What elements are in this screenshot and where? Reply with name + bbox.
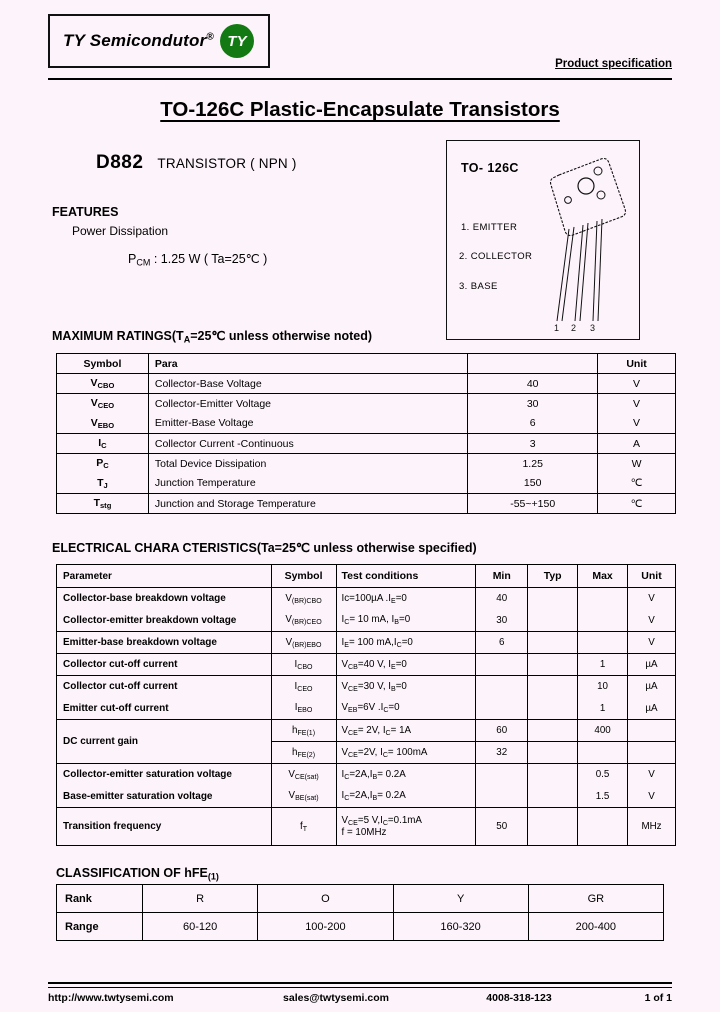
footer-email-link[interactable]: sales@twtysemi.com bbox=[283, 992, 389, 1004]
ec-symbol: $V_{BE(sat)}$ bbox=[271, 786, 336, 808]
ec-max: 10 bbox=[578, 676, 628, 698]
ec-parameter: Base-emitter saturation voltage bbox=[57, 786, 272, 808]
mr-value: 40 bbox=[468, 374, 598, 394]
mr-value: 30 bbox=[468, 394, 598, 414]
company-logo-box bbox=[48, 14, 270, 68]
table-row bbox=[57, 474, 676, 494]
electrical-characteristics-heading: ELECTRICAL CHARA CTERISTICS(Ta=25℃ unless otherwise specified) bbox=[52, 541, 477, 555]
table-row bbox=[57, 913, 664, 941]
table-row bbox=[57, 764, 676, 786]
ec-unit bbox=[628, 720, 676, 742]
cl-rank-gr: GR bbox=[528, 885, 663, 913]
cl-range-label: Range bbox=[57, 913, 143, 941]
ec-test-condition: $V_{CE}=2V$, $I_C= 100mA$ bbox=[336, 742, 476, 764]
ec-typ bbox=[528, 632, 578, 654]
ec-typ bbox=[528, 808, 578, 846]
pd-value-text: : 1.25 W ( Ta=25℃ ) bbox=[153, 252, 268, 266]
table-row bbox=[57, 786, 676, 808]
ec-typ bbox=[528, 720, 578, 742]
cl-range-gr: 200-400 bbox=[528, 913, 663, 941]
mr-unit: ℃ bbox=[598, 474, 676, 494]
transistor-package-drawing bbox=[543, 153, 629, 333]
cl-rank-y: Y bbox=[393, 885, 528, 913]
ec-max bbox=[578, 588, 628, 610]
ec-min bbox=[476, 786, 528, 808]
table-row bbox=[57, 720, 676, 742]
page-title: TO-126C Plastic-Encapsulate Transistors bbox=[160, 98, 560, 121]
footer-page-number: 1 of 1 bbox=[644, 992, 672, 1004]
pd-symbol: P bbox=[128, 252, 137, 266]
table-row bbox=[57, 494, 676, 514]
ec-test-condition-line2: f = 10MHz bbox=[341, 826, 387, 838]
ec-test-condition: $I_C=2A,I_B= 0.2A$ bbox=[336, 786, 476, 808]
ec-test-condition: $I_E= 100$ $mA,I_C=0$ bbox=[336, 632, 476, 654]
table-row bbox=[57, 676, 676, 698]
mr-col-para: Para bbox=[148, 354, 467, 374]
ec-parameter: Transition frequency bbox=[57, 808, 272, 846]
mr-symbol: $I_C$ bbox=[57, 434, 149, 454]
ec-unit: V bbox=[628, 588, 676, 610]
table-row bbox=[57, 394, 676, 414]
ec-col-test-conditions: Test conditions bbox=[336, 565, 476, 588]
maximum-ratings-table bbox=[56, 353, 676, 514]
pin-label-base: 3. BASE bbox=[459, 281, 498, 292]
hfe-classification-table bbox=[56, 884, 664, 941]
ec-unit: µA bbox=[628, 676, 676, 698]
table-row bbox=[57, 808, 676, 846]
ec-test-condition: $I_C= 10$ mA, $I_B=0$ bbox=[336, 610, 476, 632]
ec-test-condition: $V_{CE}= 2V$, $I_C= 1A$ bbox=[336, 720, 476, 742]
mr-param: Collector-Emitter Voltage bbox=[148, 394, 467, 414]
features-heading: FEATURES bbox=[52, 205, 119, 219]
table-row bbox=[57, 588, 676, 610]
table-row bbox=[57, 414, 676, 434]
mr-value: 3 bbox=[468, 434, 598, 454]
ec-parameter: Collector cut-off current bbox=[57, 654, 272, 676]
ec-max: 0.5 bbox=[578, 764, 628, 786]
mr-col-symbol: Symbol bbox=[57, 354, 149, 374]
table-header-row bbox=[57, 565, 676, 588]
ec-test-condition-line1: $V_{CE}=5$ $V,I_C=0.1mA$ bbox=[341, 815, 422, 827]
ec-test-condition: $V_{CE}=30$ V, $I_B=0$ bbox=[336, 676, 476, 698]
ec-parameter: Collector cut-off current bbox=[57, 676, 272, 698]
cl-heading-pre: CLASSIFICATION OF hFE bbox=[56, 866, 208, 880]
mr-col-unit: Unit bbox=[598, 354, 676, 374]
table-row bbox=[57, 610, 676, 632]
ec-min: 50 bbox=[476, 808, 528, 846]
pin-number-3: 3 bbox=[590, 323, 596, 333]
maximum-ratings-heading bbox=[52, 328, 372, 344]
ec-unit: V bbox=[628, 610, 676, 632]
mr-unit: W bbox=[598, 454, 676, 474]
mr-symbol: $V_{CBO}$ bbox=[57, 374, 149, 394]
header-divider bbox=[48, 78, 672, 80]
part-description: TRANSISTOR ( NPN ) bbox=[157, 156, 297, 171]
mr-symbol: $P_C$ bbox=[57, 454, 149, 474]
package-outline-box bbox=[446, 140, 640, 340]
ec-parameter: Emitter cut-off current bbox=[57, 698, 272, 720]
ec-unit bbox=[628, 742, 676, 764]
mr-unit: V bbox=[598, 414, 676, 434]
mr-heading-pre: MAXIMUM RATINGS(T bbox=[52, 329, 184, 343]
ec-col-typ: Typ bbox=[528, 565, 578, 588]
table-row bbox=[57, 454, 676, 474]
mr-symbol: $T_{stg}$ bbox=[57, 494, 149, 514]
ec-max bbox=[578, 610, 628, 632]
ec-symbol: $I_{CBO}$ bbox=[271, 654, 336, 676]
mr-value: -55~+150 bbox=[468, 494, 598, 514]
ec-parameter: Collector-emitter saturation voltage bbox=[57, 764, 272, 786]
cl-heading-sub: (1) bbox=[207, 871, 219, 882]
mr-param: Junction and Storage Temperature bbox=[148, 494, 467, 514]
ec-max: 1.5 bbox=[578, 786, 628, 808]
mr-param: Emitter-Base Voltage bbox=[148, 414, 467, 434]
ec-typ bbox=[528, 610, 578, 632]
ec-min bbox=[476, 698, 528, 720]
ec-min: 6 bbox=[476, 632, 528, 654]
ec-min: 40 bbox=[476, 588, 528, 610]
mr-value: 150 bbox=[468, 474, 598, 494]
ec-symbol: $V_{(BR)EBO}$ bbox=[271, 632, 336, 654]
footer-website-link[interactable]: http://www.twtysemi.com bbox=[48, 992, 174, 1004]
ec-max: 1 bbox=[578, 654, 628, 676]
ec-symbol: $V_{(BR)CEO}$ bbox=[271, 610, 336, 632]
ec-parameter: Collector-base breakdown voltage bbox=[57, 588, 272, 610]
ec-max bbox=[578, 742, 628, 764]
pin-number-1: 1 bbox=[554, 323, 560, 333]
ec-symbol: $I_{EBO}$ bbox=[271, 698, 336, 720]
features-power-dissipation-label: Power Dissipation bbox=[72, 224, 169, 238]
ec-symbol: $I_{CEO}$ bbox=[271, 676, 336, 698]
mr-value: 1.25 bbox=[468, 454, 598, 474]
mr-param: Collector Current -Continuous bbox=[148, 434, 467, 454]
mr-param: Collector-Base Voltage bbox=[148, 374, 467, 394]
cl-rank-label: Rank bbox=[57, 885, 143, 913]
ec-test-condition bbox=[336, 808, 476, 846]
mr-symbol: $V_{CEO}$ bbox=[57, 394, 149, 414]
table-row bbox=[57, 374, 676, 394]
pin-number-2: 2 bbox=[571, 323, 577, 333]
ec-max: 400 bbox=[578, 720, 628, 742]
ec-unit: V bbox=[628, 786, 676, 808]
cl-rank-o: O bbox=[258, 885, 393, 913]
ec-parameter: DC current gain bbox=[57, 720, 272, 764]
ec-unit: µA bbox=[628, 698, 676, 720]
ec-min: 32 bbox=[476, 742, 528, 764]
package-type-label: TO- 126C bbox=[461, 161, 519, 175]
ec-unit: V bbox=[628, 764, 676, 786]
table-row bbox=[57, 632, 676, 654]
cl-range-r: 60-120 bbox=[143, 913, 258, 941]
ec-typ bbox=[528, 588, 578, 610]
ec-max bbox=[578, 632, 628, 654]
ec-col-min: Min bbox=[476, 565, 528, 588]
ec-symbol: $h_{FE(1)}$ bbox=[271, 720, 336, 742]
pd-subscript: CM bbox=[136, 257, 151, 268]
ec-symbol: $V_{CE(sat)}$ bbox=[271, 764, 336, 786]
table-row bbox=[57, 885, 664, 913]
ec-test-condition: Ic=100µA $.I_E=0$ bbox=[336, 588, 476, 610]
pin-label-emitter: 1. EMITTER bbox=[461, 222, 518, 233]
ec-typ bbox=[528, 676, 578, 698]
table-header-row bbox=[57, 354, 676, 374]
mr-unit: V bbox=[598, 374, 676, 394]
mr-heading-sub: A bbox=[183, 334, 191, 345]
ec-symbol: $h_{FE(2)}$ bbox=[271, 742, 336, 764]
ec-test-condition: $V_{CB}=40$ V, $I_E=0$ bbox=[336, 654, 476, 676]
ec-typ bbox=[528, 654, 578, 676]
registered-trademark-icon: ® bbox=[206, 31, 215, 43]
ec-typ bbox=[528, 742, 578, 764]
pin-label-collector: 2. COLLECTOR bbox=[459, 251, 533, 262]
cl-range-o: 100-200 bbox=[258, 913, 393, 941]
table-row bbox=[57, 698, 676, 720]
mr-unit: A bbox=[598, 434, 676, 454]
mr-col-value bbox=[468, 354, 598, 374]
part-identification bbox=[96, 152, 297, 174]
company-name-text: TY Semicondutor bbox=[63, 31, 207, 50]
mr-param: Total Device Dissipation bbox=[148, 454, 467, 474]
ec-unit: MHz bbox=[628, 808, 676, 846]
ec-col-unit: Unit bbox=[628, 565, 676, 588]
cl-rank-r: R bbox=[143, 885, 258, 913]
ec-max bbox=[578, 808, 628, 846]
ec-symbol: $V_{(BR)CBO}$ bbox=[271, 588, 336, 610]
ec-col-max: Max bbox=[578, 565, 628, 588]
mr-symbol: $V_{EBO}$ bbox=[57, 414, 149, 434]
page-footer bbox=[48, 992, 672, 1004]
mr-unit: V bbox=[598, 394, 676, 414]
mr-symbol: $T_J$ bbox=[57, 474, 149, 494]
electrical-characteristics-table bbox=[56, 564, 676, 846]
cl-range-y: 160-320 bbox=[393, 913, 528, 941]
ec-test-condition: $V_{EB}=6V$ $.I_C=0$ bbox=[336, 698, 476, 720]
ec-col-parameter: Parameter bbox=[57, 565, 272, 588]
table-row bbox=[57, 434, 676, 454]
ec-test-condition: $I_C=2A,I_B= 0.2A$ bbox=[336, 764, 476, 786]
ec-min bbox=[476, 654, 528, 676]
part-number: D882 bbox=[96, 152, 144, 173]
ec-min: 30 bbox=[476, 610, 528, 632]
ec-parameter: Emitter-base breakdown voltage bbox=[57, 632, 272, 654]
ec-typ bbox=[528, 698, 578, 720]
ty-logo-badge: TY bbox=[220, 24, 254, 58]
ec-min bbox=[476, 676, 528, 698]
ec-max: 1 bbox=[578, 698, 628, 720]
footer-phone: 4008-318-123 bbox=[486, 992, 552, 1004]
classification-heading bbox=[56, 866, 219, 881]
mr-param: Junction Temperature bbox=[148, 474, 467, 494]
ec-unit: µA bbox=[628, 654, 676, 676]
mr-heading-post: =25℃ unless otherwise noted) bbox=[190, 329, 372, 343]
ec-min bbox=[476, 764, 528, 786]
footer-divider-top bbox=[48, 982, 672, 984]
ec-unit: V bbox=[628, 632, 676, 654]
features-power-dissipation-value bbox=[128, 251, 267, 267]
mr-value: 6 bbox=[468, 414, 598, 434]
table-row bbox=[57, 654, 676, 676]
mr-unit: ℃ bbox=[598, 494, 676, 514]
ec-parameter: Collector-emitter breakdown voltage bbox=[57, 610, 272, 632]
ec-col-symbol: Symbol bbox=[271, 565, 336, 588]
footer-divider-bottom bbox=[48, 987, 672, 988]
product-specification-label: Product specification bbox=[555, 58, 672, 70]
ec-typ bbox=[528, 764, 578, 786]
ec-min: 60 bbox=[476, 720, 528, 742]
company-name bbox=[63, 31, 214, 51]
ec-symbol: $f_T$ bbox=[271, 808, 336, 846]
ec-typ bbox=[528, 786, 578, 808]
